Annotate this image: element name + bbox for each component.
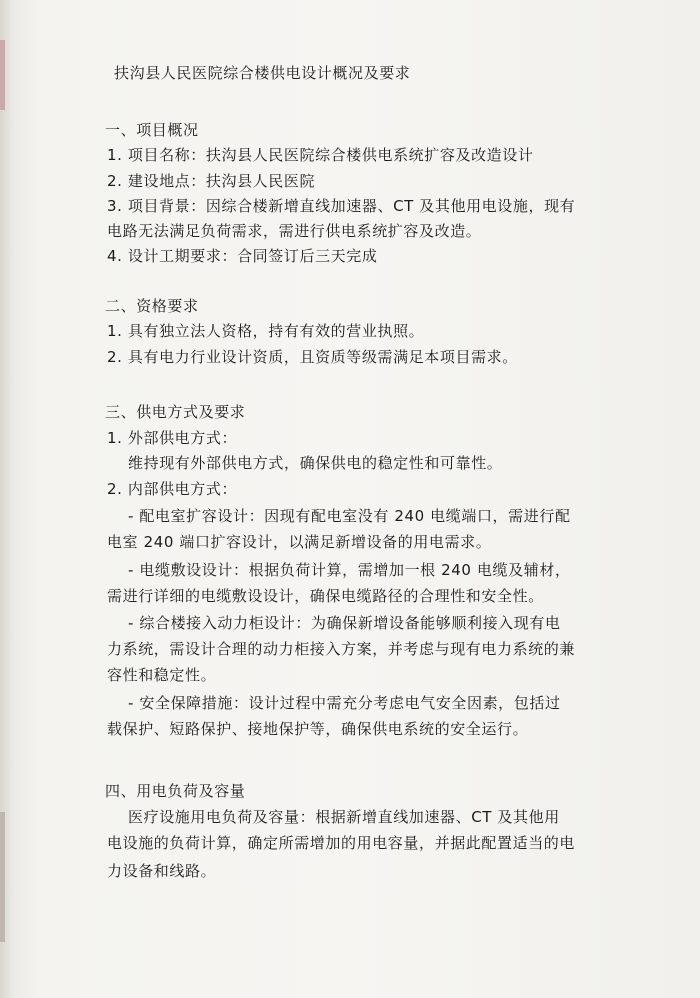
internal-sub1-line1: - 配电室扩容设计：因现有配电室没有 240 电缆端口，需进行配 <box>128 507 571 525</box>
power-item-internal: 2. 内部供电方式： <box>107 480 238 498</box>
overview-item-schedule: 4. 设计工期要求：合同签订后三天完成 <box>107 247 378 265</box>
internal-sub4-line2: 载保护、短路保护、接地保护等，确保供电系统的安全运行。 <box>107 720 529 738</box>
overview-item-background-line2: 电路无法满足负荷需求，需进行供电系统扩容及改造。 <box>107 222 482 240</box>
internal-sub4-line1: - 安全保障措施：设计过程中需充分考虑电气安全因素，包括过 <box>128 694 561 712</box>
section-heading-power-supply: 三、供电方式及要求 <box>105 403 246 421</box>
overview-item-project-name: 1. 项目名称：扶沟县人民医院综合楼供电系统扩容及改造设计 <box>107 146 534 164</box>
document-title: 扶沟县人民医院综合楼供电设计概况及要求 <box>114 64 411 82</box>
internal-sub2-line1: - 电缆敷设设计：根据负荷计算，需增加一根 240 电缆及辅材， <box>128 561 571 579</box>
qualification-item-license: 1. 具有独立法人资格，持有有效的营业执照。 <box>107 322 425 340</box>
section-heading-overview: 一、项目概况 <box>105 121 199 139</box>
power-item-external: 1. 外部供电方式： <box>107 429 238 447</box>
internal-sub3-line3: 容性和稳定性。 <box>107 666 217 684</box>
load-paragraph-line1: 医疗设施用电负荷及容量：根据新增直线加速器、CT 及其他用 <box>128 808 560 826</box>
load-paragraph-line2: 电设施的负荷计算，确定所需增加的用电容量，并据此配置适当的电 <box>107 834 576 852</box>
section-heading-load-capacity: 四、用电负荷及容量 <box>105 782 246 800</box>
internal-sub2-line2: 需进行详细的电缆敷设设计，确保电缆路径的合理性和安全性。 <box>107 587 544 605</box>
overview-item-background-line1: 3. 项目背景：因综合楼新增直线加速器、CT 及其他用电设施，现有 <box>107 197 576 215</box>
qualification-item-certificate: 2. 具有电力行业设计资质，且资质等级需满足本项目需求。 <box>107 348 518 366</box>
paper-edge-shadow <box>0 812 5 942</box>
load-paragraph-line3: 力设备和线路。 <box>107 862 217 880</box>
overview-item-location: 2. 建设地点：扶沟县人民医院 <box>107 172 316 190</box>
paper-edge-mark <box>0 40 5 110</box>
internal-sub3-line1: - 综合楼接入动力柜设计：为确保新增设备能够顺利接入现有电 <box>128 614 561 632</box>
internal-sub1-line2: 电室 240 端口扩容设计，以满足新增设备的用电需求。 <box>107 533 492 551</box>
internal-sub3-line2: 力系统，需设计合理的动力柜接入方案，并考虑与现有电力系统的兼 <box>107 640 576 658</box>
power-item-external-text: 维持现有外部供电方式，确保供电的稳定性和可靠性。 <box>128 454 503 472</box>
section-heading-qualification: 二、资格要求 <box>105 297 199 315</box>
